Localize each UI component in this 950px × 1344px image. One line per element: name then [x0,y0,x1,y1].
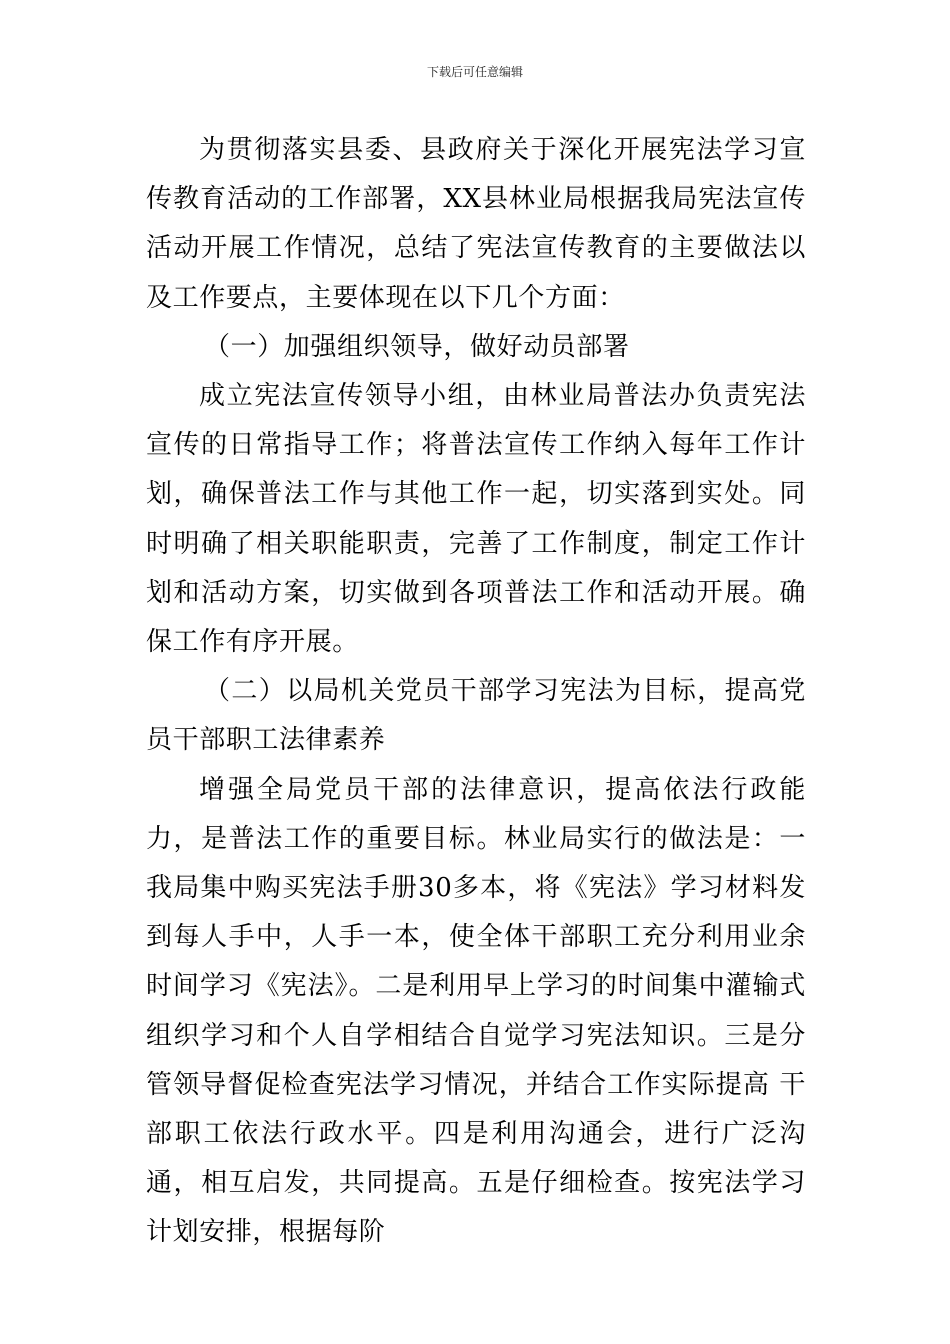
document-body [146,126,806,1258]
section-1-paragraph: 成立宪法宣传领导小组，由林业局普法办负责宪法宣传的日常指导工作；将普法宣传工作纳入每年工作计划，确保普法工作与其他工作一起，切实落到实处。同时明确了相关职能职责，完善了工作制度，制定工作计划和活动方案，切实做到各项普法工作和活动开展。确保工作有序开展。 [146,381,806,658]
section-heading-1: （一）加强组织领导，做好动员部署 [204,331,630,362]
page-header-note: 下载后可任意编辑 [426,65,523,79]
section-heading-2: （二）以局机关党员干部学习宪法为目标，提高党员干部职工法律素养 [146,676,806,756]
section-2-paragraph: 增强全局党员干部的法律意识，提高依法行政能力，是普法工作的重要目标。林业局实行的做法是：一我局集中购买宪法手册30多本，将《宪法》学习材料发到每人手中，人手一本，使全体干部职工充分利用业余时间学习《宪法》。二是利用早上学习的时间集中灌输式组织学习和个人自学相结合自觉学习宪法知识。三是分管领导督促检查宪法学习情况，并结合工作实际提高 干部职工依法行政水平。四是利用沟通会，进行广泛沟通，相互启发，共同提高。五是仔细检查。按宪法学习计划安排，根据每阶 [146,774,806,1248]
intro-paragraph: 为贯彻落实县委、县政府关于深化开展宪法学习宣传教育活动的工作部署，XX县林业局根据我局宪法宣传活动开展工作情况，总结了宪法宣传教育的主要做法以及工作要点，主要体现在以下几个方面： [146,135,806,313]
